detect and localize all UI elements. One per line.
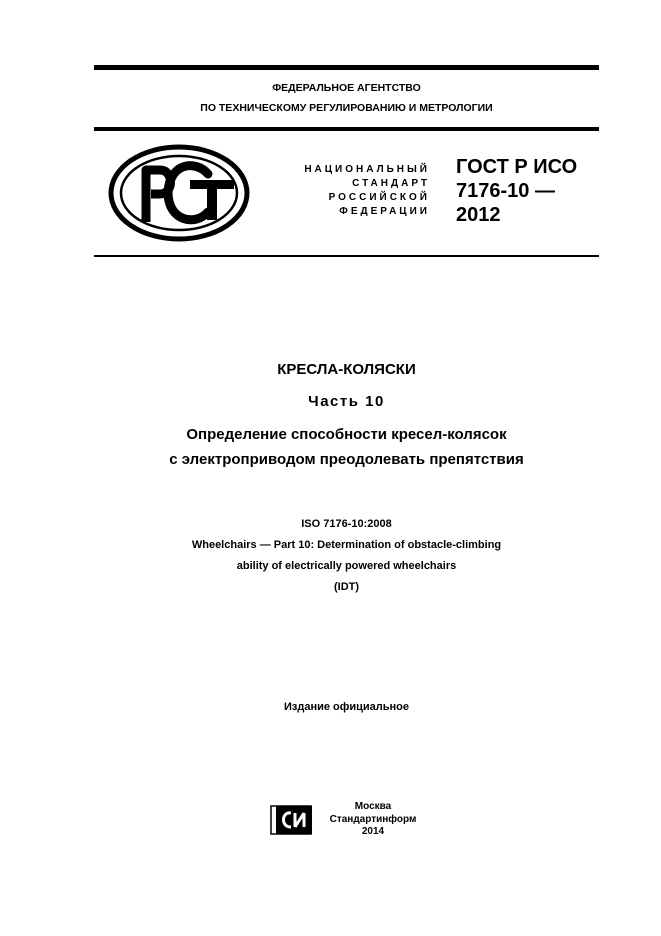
standard-type-line-2: СТАНДАРТ — [352, 178, 430, 189]
publisher-block — [318, 801, 428, 839]
designation-line-2: 7176-10 — — [456, 180, 555, 202]
subtitle-line-2: с электроприводом преодолевать препятствия — [169, 451, 524, 468]
subtitle-line-1: Определение способности кресел-колясок — [186, 426, 507, 443]
standard-type-line-4: ФЕДЕРАЦИИ — [339, 206, 430, 217]
iso-reference-block — [94, 514, 599, 598]
publisher-name: Стандартинформ — [329, 813, 417, 825]
iso-english-title-1: Wheelchairs — Part 10: Determination of obstacle-climbing — [191, 539, 502, 551]
publisher-city: Москва — [354, 801, 392, 812]
designation-line-1: ГОСТ Р ИСО — [456, 156, 578, 178]
header-rule — [94, 127, 599, 131]
rst-logo-icon — [108, 144, 250, 242]
standard-type-line-3: РОССИЙСКОЙ — [328, 192, 430, 203]
agency-line-1: ФЕДЕРАЛЬНОЕ АГЕНТСТВО — [272, 82, 421, 94]
agency-line-2: ПО ТЕХНИЧЕСКОМУ РЕГУЛИРОВАНИЮ И МЕТРОЛОГИИ — [200, 102, 493, 114]
document-subtitle — [94, 422, 599, 472]
agency-header — [94, 78, 599, 118]
standard-type-line-1: НАЦИОНАЛЬНЫЙ — [304, 164, 430, 175]
standard-designation — [456, 155, 577, 227]
standartinform-logo-icon — [270, 805, 314, 835]
edition-label: Издание официальное — [283, 701, 410, 713]
document-title: КРЕСЛА-КОЛЯСКИ — [277, 361, 416, 378]
iso-english-title-2: ability of electrically powered wheelchairs — [236, 560, 457, 572]
publisher-year: 2014 — [361, 826, 385, 837]
designation-line-3: 2012 — [456, 204, 501, 226]
document-part: Часть 10 — [308, 393, 385, 410]
designation-rule — [94, 255, 599, 257]
iso-idt: (IDT) — [333, 581, 360, 593]
standard-type-block — [270, 163, 430, 219]
top-rule — [94, 65, 599, 70]
iso-ref: ISO 7176-10:2008 — [301, 518, 392, 530]
